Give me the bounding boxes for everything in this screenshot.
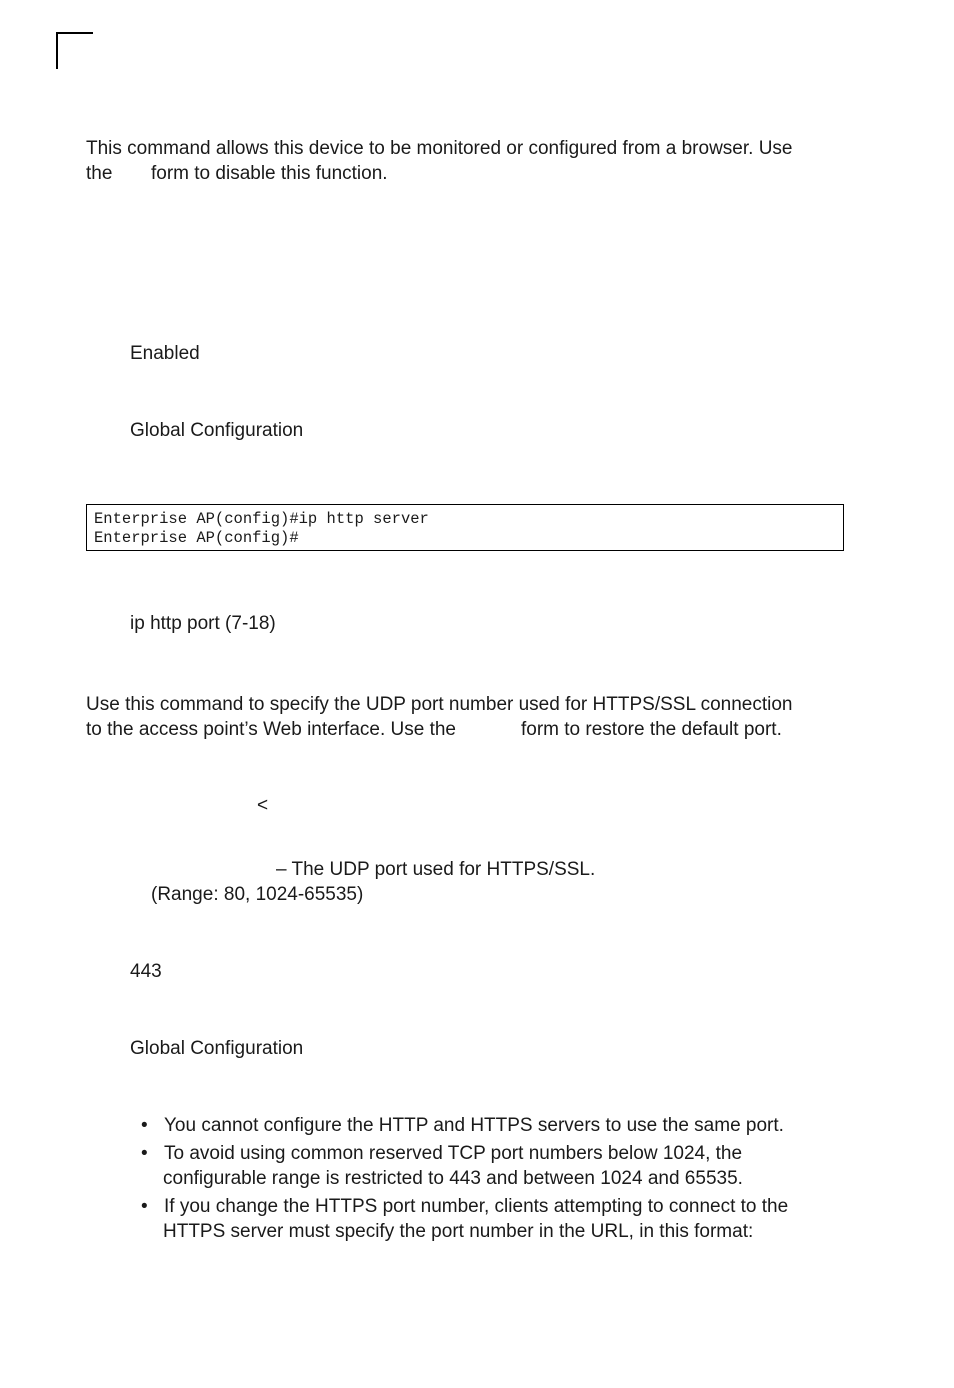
example-line: Enterprise AP(config)# <box>94 529 299 547</box>
crop-mark-vertical <box>56 32 58 69</box>
https-port-parameter-range: (Range: 80, 1024-65535) <box>151 884 364 905</box>
usage-bullet-3-line2: HTTPS server must specify the port number in the URL, in this format: <box>163 1221 754 1242</box>
https-port-description-line2-start: to the access point’s Web interface. Use the <box>86 719 456 740</box>
https-port-command-mode: Global Configuration <box>130 1038 304 1059</box>
usage-bullet-1-line1: You cannot configure the HTTP and HTTPS servers to use the same port. <box>164 1115 784 1136</box>
https-port-description-line2-end: form to restore the default port. <box>521 719 782 740</box>
example-line: Enterprise AP(config)#ip http server <box>94 510 429 528</box>
bullet-dot: • <box>141 1143 148 1164</box>
http-server-command-mode: Global Configuration <box>130 420 304 441</box>
crop-mark-horizontal <box>56 32 93 34</box>
https-port-description-line1: Use this command to specify the UDP port number used for HTTPS/SSL connection <box>86 694 793 715</box>
usage-bullet-2-line2: configurable range is restricted to 443 and between 1024 and 65535. <box>163 1168 743 1189</box>
bullet-dot: • <box>141 1196 148 1217</box>
http-server-description-line1: This command allows this device to be monitored or configured from a browser. Use <box>86 138 793 159</box>
http-server-default-value: Enabled <box>130 343 200 364</box>
usage-bullet-2-line1: To avoid using common reserved TCP port numbers below 1024, the <box>164 1143 743 1164</box>
http-server-example-box <box>86 504 844 551</box>
http-server-related-command: ip http port (7-18) <box>130 613 276 634</box>
https-port-syntax-fragment: < <box>257 795 269 816</box>
http-server-description-line2-start: the <box>86 163 113 184</box>
https-port-parameter-description: – The UDP port used for HTTPS/SSL. <box>276 859 596 880</box>
usage-bullet-3-line1: If you change the HTTPS port number, clients attempting to connect to the <box>164 1196 789 1217</box>
bullet-dot: • <box>141 1115 148 1136</box>
http-server-description-line2-end: form to disable this function. <box>151 163 388 184</box>
https-port-default-value: 443 <box>130 961 162 982</box>
